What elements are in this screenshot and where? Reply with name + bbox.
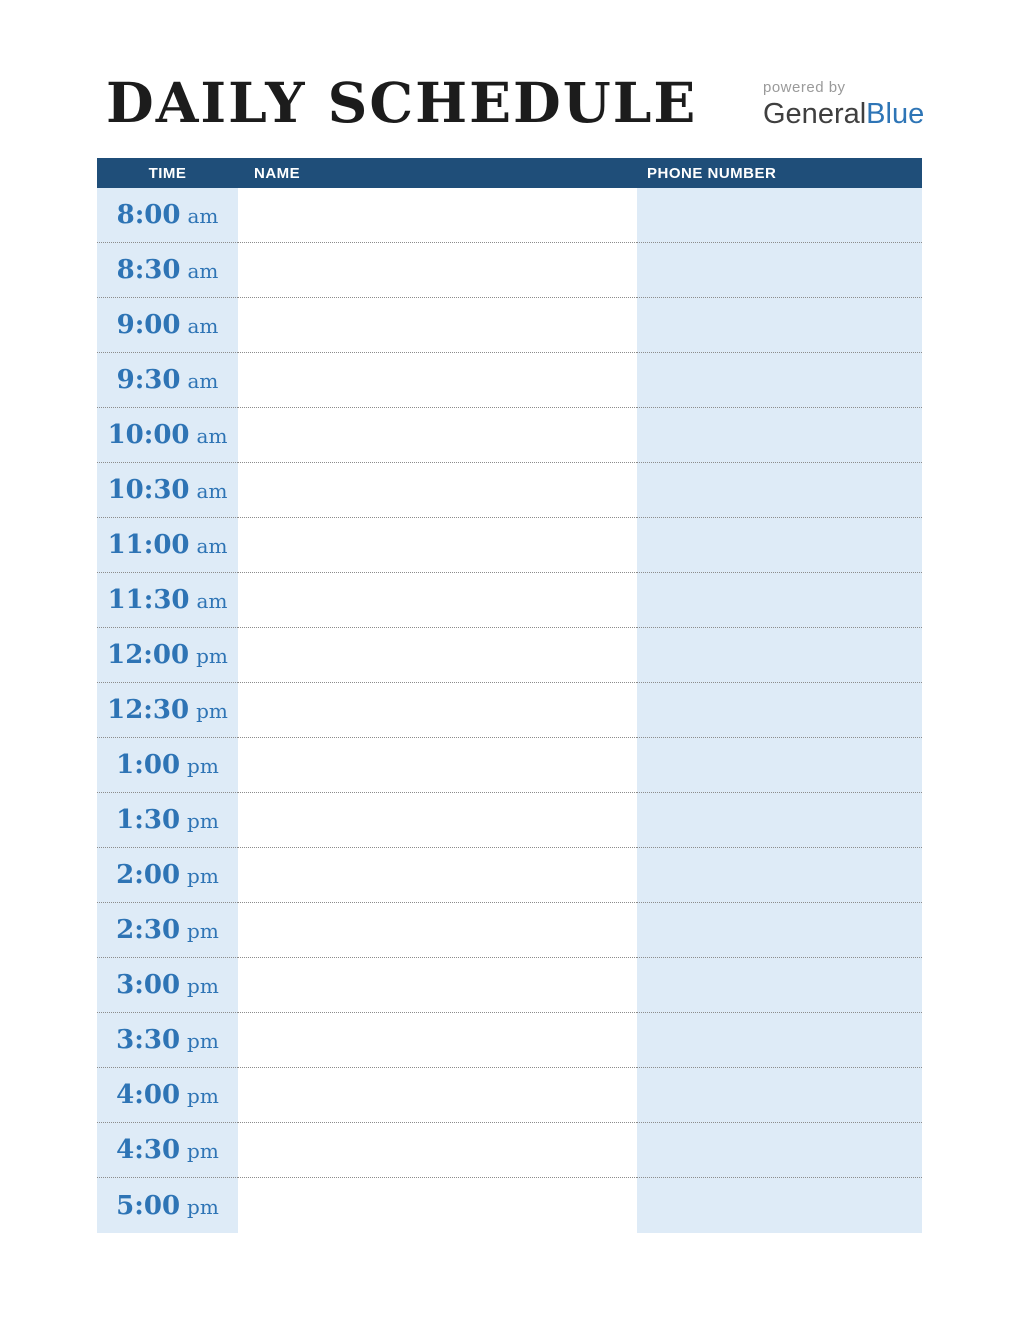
time-cell: [97, 683, 238, 738]
time-value: 2:00: [116, 860, 181, 890]
time-label: [116, 915, 219, 945]
time-period: am: [196, 479, 228, 503]
name-cell: [238, 958, 637, 1013]
time-value: 4:00: [116, 1080, 181, 1110]
phone-cell: [637, 463, 922, 518]
time-cell: [97, 353, 238, 408]
time-cell: [97, 408, 238, 463]
time-value: 3:00: [116, 970, 181, 1000]
time-cell: [97, 628, 238, 683]
table-header-row: [97, 158, 922, 188]
schedule-row: [97, 1123, 922, 1178]
time-value: 3:30: [116, 1025, 181, 1055]
time-cell: [97, 298, 238, 353]
name-cell: [238, 353, 637, 408]
schedule-rows: [97, 188, 922, 1233]
time-period: am: [196, 534, 228, 558]
time-value: 8:30: [116, 255, 181, 285]
name-cell: [238, 518, 637, 573]
name-cell: [238, 848, 637, 903]
time-label: [116, 750, 219, 780]
schedule-row: [97, 1013, 922, 1068]
column-header-name: NAME: [254, 164, 301, 182]
time-value: 8:00: [116, 200, 181, 230]
time-value: 12:30: [107, 695, 190, 725]
time-cell: [97, 188, 238, 243]
time-label: [107, 640, 228, 670]
schedule-row: [97, 903, 922, 958]
time-cell: [97, 738, 238, 793]
time-period: pm: [187, 809, 219, 833]
schedule-row: [97, 958, 922, 1013]
time-period: pm: [187, 1194, 219, 1219]
time-value: 10:00: [107, 420, 190, 450]
schedule-row: [97, 188, 922, 243]
name-cell: [238, 188, 637, 243]
phone-cell: [637, 628, 922, 683]
time-cell: [97, 958, 238, 1013]
schedule-row: [97, 353, 922, 408]
name-cell: [238, 298, 637, 353]
name-cell: [238, 243, 637, 298]
time-label: [116, 970, 219, 1000]
time-label: [116, 1191, 219, 1221]
time-cell: [97, 1068, 238, 1123]
time-value: 1:30: [116, 805, 181, 835]
time-label: [108, 585, 228, 615]
phone-cell: [637, 408, 922, 463]
schedule-row: [97, 793, 922, 848]
time-period: pm: [187, 864, 219, 888]
time-cell: [97, 463, 238, 518]
brand-block: [763, 80, 963, 130]
phone-cell: [637, 518, 922, 573]
name-cell: [238, 1178, 637, 1233]
name-cell: [238, 903, 637, 958]
phone-cell: [637, 243, 922, 298]
name-cell: [238, 1068, 637, 1123]
name-cell: [238, 738, 637, 793]
time-cell: [97, 903, 238, 958]
schedule-row: [97, 573, 922, 628]
time-period: pm: [187, 1084, 219, 1108]
time-value: 11:30: [107, 585, 190, 615]
time-label: [117, 255, 219, 285]
time-cell: [97, 1013, 238, 1068]
time-label: [117, 200, 219, 230]
schedule-row: [97, 1068, 922, 1123]
time-label: [117, 365, 219, 395]
time-period: pm: [196, 644, 228, 668]
time-period: am: [187, 204, 219, 228]
time-period: am: [196, 424, 228, 448]
time-period: am: [187, 259, 219, 283]
time-label: [108, 530, 228, 560]
time-period: am: [196, 589, 228, 613]
time-cell: [97, 243, 238, 298]
phone-cell: [637, 903, 922, 958]
time-period: pm: [187, 1139, 219, 1163]
time-value: 1:00: [116, 750, 181, 780]
time-period: pm: [187, 974, 219, 998]
time-period: pm: [187, 1029, 219, 1053]
time-cell: [97, 848, 238, 903]
schedule-row: [97, 628, 922, 683]
time-period: pm: [187, 919, 219, 943]
schedule-row: [97, 463, 922, 518]
time-value: 4:30: [116, 1135, 181, 1165]
time-label: [107, 695, 228, 725]
page-title: DAILY SCHEDULE: [106, 70, 698, 135]
time-label: [116, 1080, 219, 1110]
phone-cell: [637, 793, 922, 848]
time-value: 12:00: [107, 640, 190, 670]
time-label: [108, 475, 228, 505]
time-cell: [97, 1178, 238, 1233]
phone-cell: [637, 353, 922, 408]
phone-cell: [637, 1013, 922, 1068]
name-cell: [238, 408, 637, 463]
schedule-row: [97, 738, 922, 793]
schedule-row: [97, 1178, 922, 1233]
phone-cell: [637, 573, 922, 628]
phone-cell: [637, 188, 922, 243]
phone-cell: [637, 298, 922, 353]
time-value: 5:00: [116, 1190, 181, 1221]
name-cell: [238, 573, 637, 628]
time-value: 9:30: [116, 365, 181, 395]
schedule-row: [97, 408, 922, 463]
powered-by-label: powered by: [763, 79, 846, 96]
name-cell: [238, 463, 637, 518]
time-value: 10:30: [107, 475, 190, 505]
time-label: [116, 1135, 219, 1165]
phone-cell: [637, 1068, 922, 1123]
column-header-phone: PHONE NUMBER: [647, 164, 777, 182]
schedule-table: [97, 158, 922, 1233]
schedule-row: [97, 518, 922, 573]
time-value: 9:00: [116, 310, 181, 340]
time-label: [116, 860, 219, 890]
time-period: am: [187, 314, 219, 338]
column-header-time: TIME: [148, 164, 187, 182]
phone-cell: [637, 848, 922, 903]
schedule-row: [97, 243, 922, 298]
schedule-row: [97, 298, 922, 353]
time-cell: [97, 1123, 238, 1178]
time-label: [116, 805, 219, 835]
phone-cell: [637, 683, 922, 738]
time-period: am: [187, 369, 219, 393]
name-cell: [238, 628, 637, 683]
phone-cell: [637, 1178, 922, 1233]
brand-logo: [763, 99, 963, 131]
time-value: 2:30: [116, 915, 181, 945]
time-label: [117, 310, 219, 340]
time-value: 11:00: [107, 530, 190, 560]
time-label: [116, 1025, 219, 1055]
time-period: pm: [196, 699, 228, 723]
schedule-row: [97, 848, 922, 903]
name-cell: [238, 1123, 637, 1178]
phone-cell: [637, 738, 922, 793]
name-cell: [238, 1013, 637, 1068]
time-cell: [97, 573, 238, 628]
phone-cell: [637, 958, 922, 1013]
brand-name-general: General: [763, 97, 867, 130]
time-period: pm: [187, 754, 219, 778]
name-cell: [238, 683, 637, 738]
time-cell: [97, 793, 238, 848]
brand-name-blue: Blue: [866, 97, 925, 130]
schedule-row: [97, 683, 922, 738]
phone-cell: [637, 1123, 922, 1178]
time-cell: [97, 518, 238, 573]
name-cell: [238, 793, 637, 848]
time-label: [108, 420, 228, 450]
